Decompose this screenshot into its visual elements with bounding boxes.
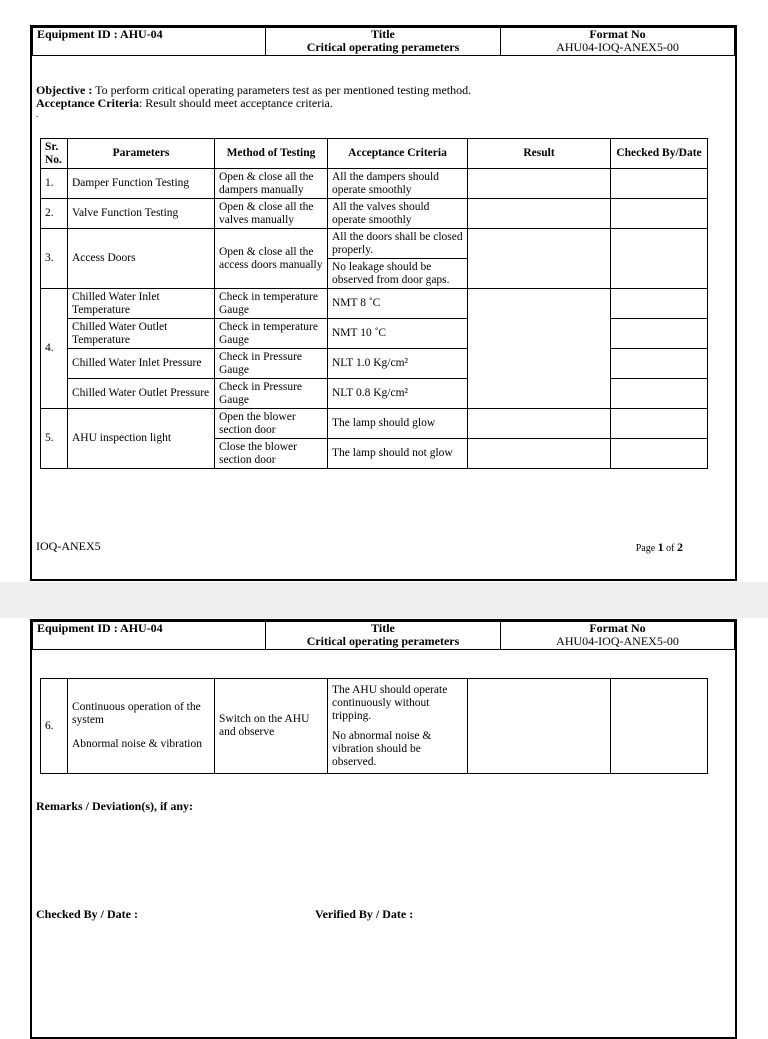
parameter-cell: Chilled Water Outlet Pressure bbox=[68, 379, 215, 409]
title-label: Title bbox=[371, 27, 395, 41]
parameter-cell: Chilled Water Inlet Temperature bbox=[68, 289, 215, 319]
acceptance-label: Acceptance Criteria bbox=[36, 96, 139, 110]
parameter-cell: AHU inspection light bbox=[68, 409, 215, 469]
table-row bbox=[41, 229, 708, 259]
title-label: Title bbox=[371, 621, 395, 635]
col-header-criteria: Acceptance Criteria bbox=[328, 139, 468, 169]
method-cell: Open the blower section door bbox=[215, 409, 328, 439]
result-cell[interactable] bbox=[468, 439, 611, 469]
criteria-cell: No leakage should be observed from door gaps. bbox=[328, 259, 468, 289]
table-row bbox=[41, 409, 708, 439]
criteria-line: The AHU should operate continuously without tripping. bbox=[332, 683, 448, 722]
col-header-method: Method of Testing bbox=[215, 139, 328, 169]
checked-cell[interactable] bbox=[611, 169, 708, 199]
criteria-cell: The lamp should not glow bbox=[328, 439, 468, 469]
method-cell: Open & close all the dampers manually bbox=[215, 169, 328, 199]
method-cell: Check in Pressure Gauge bbox=[215, 349, 328, 379]
format-value: AHU04-IOQ-ANEX5-00 bbox=[556, 634, 679, 648]
table-row bbox=[41, 289, 708, 319]
checked-cell[interactable] bbox=[611, 199, 708, 229]
document-page-1 bbox=[30, 25, 737, 581]
page-number: 1 bbox=[657, 540, 664, 554]
method-cell: Check in temperature Gauge bbox=[215, 289, 328, 319]
sr-cell: 6. bbox=[41, 679, 68, 774]
equipment-id: Equipment ID : AHU-04 bbox=[33, 622, 266, 650]
page-header bbox=[32, 621, 735, 650]
result-cell[interactable] bbox=[468, 199, 611, 229]
of-word: of bbox=[666, 543, 675, 554]
criteria-cell: NMT 8 ˚C bbox=[328, 289, 468, 319]
parameter-line: Abnormal noise & vibration bbox=[72, 738, 202, 750]
objective-label: Objective : bbox=[36, 83, 93, 97]
format-cell bbox=[501, 28, 735, 56]
remarks-label: Remarks / Deviation(s), if any: bbox=[36, 799, 193, 813]
parameter-cell: Valve Function Testing bbox=[68, 199, 215, 229]
criteria-cell: NLT 1.0 Kg/cm² bbox=[328, 349, 468, 379]
parameter-cell: Chilled Water Inlet Pressure bbox=[68, 349, 215, 379]
page-separator bbox=[0, 582, 768, 618]
verified-by-label: Verified By / Date : bbox=[315, 907, 414, 921]
criteria-cell: NMT 10 ˚C bbox=[328, 319, 468, 349]
parameters-table-continued bbox=[40, 678, 708, 774]
criteria-line: No abnormal noise & vibration should be observed. bbox=[332, 729, 432, 768]
table-row bbox=[41, 199, 708, 229]
table-row bbox=[41, 169, 708, 199]
checked-by-label: Checked By / Date : bbox=[36, 907, 138, 921]
stray-dot: . bbox=[36, 109, 39, 119]
format-label: Format No bbox=[589, 27, 646, 41]
sr-cell: 1. bbox=[41, 169, 68, 199]
parameters-table bbox=[40, 138, 708, 469]
page-header bbox=[32, 27, 735, 56]
method-cell: Open & close all the valves manually bbox=[215, 199, 328, 229]
criteria-cell: The lamp should glow bbox=[328, 409, 468, 439]
page-word: Page bbox=[635, 543, 656, 554]
criteria-cell bbox=[328, 679, 468, 774]
col-header-result: Result bbox=[468, 139, 611, 169]
equipment-id: Equipment ID : AHU-04 bbox=[33, 28, 266, 56]
criteria-cell: NLT 0.8 Kg/cm² bbox=[328, 379, 468, 409]
method-cell: Close the blower section door bbox=[215, 439, 328, 469]
page-indicator bbox=[636, 540, 683, 555]
col-header-sr: Sr. No. bbox=[41, 139, 68, 169]
checked-cell[interactable] bbox=[611, 409, 708, 439]
col-header-parameters: Parameters bbox=[68, 139, 215, 169]
result-cell[interactable] bbox=[468, 229, 611, 289]
sr-cell: 3. bbox=[41, 229, 68, 289]
criteria-cell: All the valves should operate smoothly bbox=[328, 199, 468, 229]
result-cell[interactable] bbox=[468, 169, 611, 199]
checked-cell[interactable] bbox=[611, 679, 708, 774]
method-cell: Check in temperature Gauge bbox=[215, 319, 328, 349]
acceptance-text: : Result should meet acceptance criteria. bbox=[138, 96, 333, 110]
checked-cell[interactable] bbox=[611, 379, 708, 409]
criteria-cell: All the doors shall be closed properly. bbox=[328, 229, 468, 259]
parameter-cell bbox=[68, 679, 215, 774]
checked-cell[interactable] bbox=[611, 439, 708, 469]
title-cell bbox=[266, 28, 501, 56]
format-cell bbox=[501, 622, 735, 650]
footer-code: IOQ-ANEX5 bbox=[36, 539, 101, 553]
table-row bbox=[41, 679, 708, 774]
checked-cell[interactable] bbox=[611, 319, 708, 349]
result-cell[interactable] bbox=[468, 409, 611, 439]
parameter-cell: Damper Function Testing bbox=[68, 169, 215, 199]
method-cell: Switch on the AHU and observe bbox=[215, 679, 328, 774]
document-page-2 bbox=[30, 619, 737, 1039]
method-cell: Check in Pressure Gauge bbox=[215, 379, 328, 409]
checked-cell[interactable] bbox=[611, 229, 708, 289]
page-total: 2 bbox=[677, 540, 683, 554]
format-value: AHU04-IOQ-ANEX5-00 bbox=[556, 40, 679, 54]
format-label: Format No bbox=[589, 621, 646, 635]
result-cell[interactable] bbox=[468, 289, 611, 409]
result-cell[interactable] bbox=[468, 679, 611, 774]
checked-cell[interactable] bbox=[611, 349, 708, 379]
objective-text: To perform critical operating parameters test as per mentioned testing method. bbox=[92, 83, 472, 97]
parameter-cell: Chilled Water Outlet Temperature bbox=[68, 319, 215, 349]
objective-block bbox=[36, 84, 471, 118]
sr-cell: 5. bbox=[41, 409, 68, 469]
parameter-cell: Access Doors bbox=[68, 229, 215, 289]
table-header-row bbox=[41, 139, 708, 169]
sr-cell: 4. bbox=[41, 289, 68, 409]
checked-cell[interactable] bbox=[611, 289, 708, 319]
title-value: Critical operating perameters bbox=[306, 40, 460, 54]
sr-cell: 2. bbox=[41, 199, 68, 229]
parameter-line: Continuous operation of the system bbox=[72, 701, 201, 726]
method-cell: Open & close all the access doors manually bbox=[215, 229, 328, 289]
criteria-cell: All the dampers should operate smoothly bbox=[328, 169, 468, 199]
title-cell bbox=[266, 622, 501, 650]
title-value: Critical operating perameters bbox=[306, 634, 460, 648]
col-header-checked: Checked By/Date bbox=[611, 139, 708, 169]
